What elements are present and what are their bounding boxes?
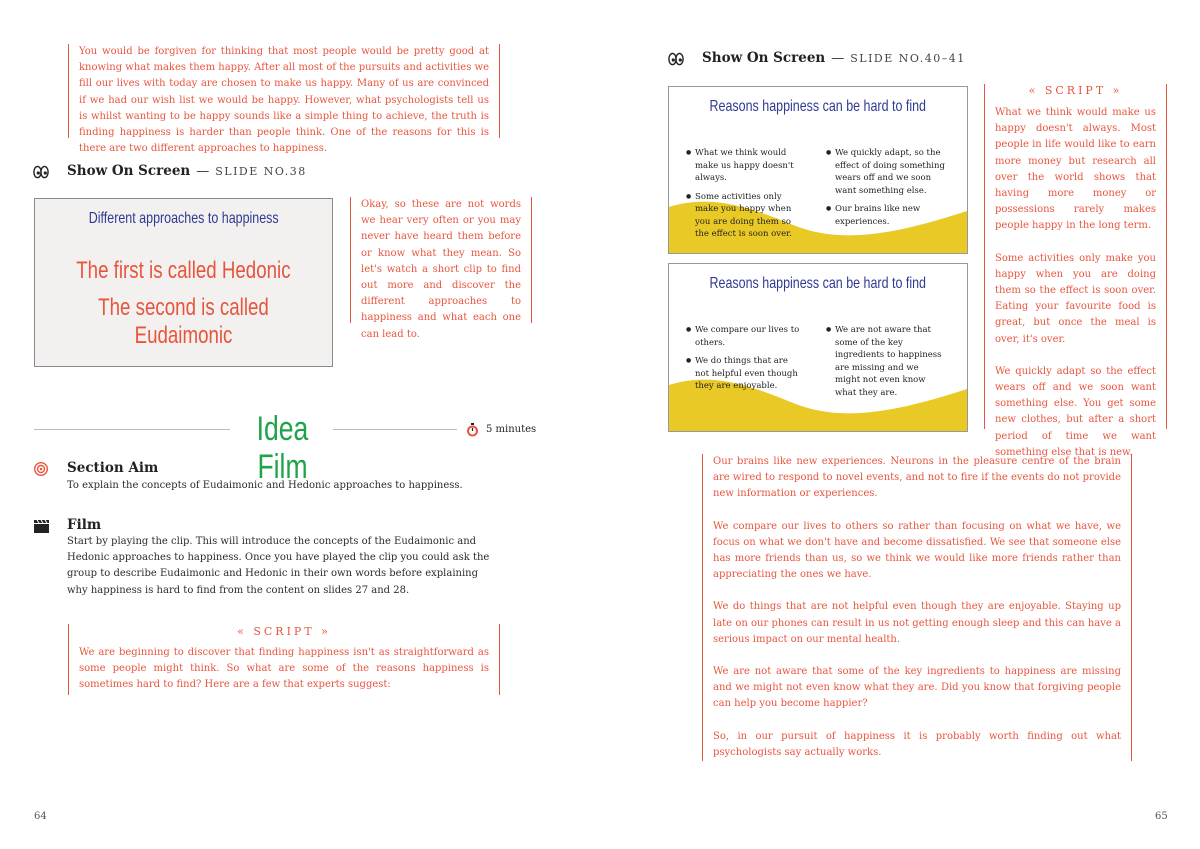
bullet: ● We compare our lives to others. bbox=[686, 324, 801, 349]
show-on-screen-header-left bbox=[33, 161, 307, 181]
slide-ref: SLIDE NO.40–41 bbox=[850, 51, 966, 65]
slide-38-line1: The first is called Hedonic bbox=[76, 257, 291, 284]
script-label: « SCRIPT » bbox=[237, 625, 331, 638]
film-text: Start by playing the clip. This will introduce the concepts of the Eudaimonic and Hedonic approaches to happiness. Once you have played the clip you could ask the group to describe Eudaimonic and Hedonic in their own words before explaining why happiness is hard to find from the content on slides 27 and 28. bbox=[67, 536, 490, 596]
slide-38-script-text: Okay, so these are not words we hear very often or you may never have heard them before or know what they mean. So let's watch a short clip to find out more and discover the different approaches to happiness and what each one can lead to. bbox=[361, 199, 521, 340]
slide-41 bbox=[668, 263, 968, 432]
intro-script-box bbox=[68, 44, 500, 155]
page-number-left: 64 bbox=[34, 811, 47, 822]
section-aim-text: To explain the concepts of Eudaimonic and Hedonic approaches to happiness. bbox=[67, 480, 463, 491]
bottom-script-box bbox=[702, 454, 1132, 761]
bullet: ● What we think would make us happy doesn't always. bbox=[686, 147, 801, 185]
duration-text: 5 minutes bbox=[486, 423, 537, 435]
bottom-script-p2: We compare our lives to others so rather than focusing on what we have, we focus on what we don't have and become dissatisfied. We see that someone else has more friends than us, so we think we would like more friends rather than appreciating the ones we have. bbox=[713, 520, 1121, 581]
script-label: « SCRIPT » bbox=[1028, 84, 1123, 97]
eyes-icon bbox=[668, 51, 684, 65]
clapperboard-icon bbox=[34, 518, 49, 531]
slide-38 bbox=[34, 198, 333, 367]
slide-41-right-bullets bbox=[826, 324, 946, 405]
bullet: ● Some activities only make you happy when you are doing them so the effect is soon over. bbox=[686, 191, 801, 241]
slide-41-title: Reasons happiness can be hard to find bbox=[709, 275, 927, 292]
side-script-p1: What we think would make us happy doesn't always. Most people in life would like to earn more money but research all over the world shows that having more money or possessions rarely makes people happy in the long term. bbox=[995, 107, 1156, 232]
slide-38-line2: The second is called Eudaimonic bbox=[98, 294, 269, 349]
show-on-screen-heading: Show On Screen bbox=[702, 50, 826, 66]
bottom-script-p4: We are not aware that some of the key ingredients to happiness are missing and we might not even know what they are. Did you know that forgiving people can help you become happier? bbox=[713, 666, 1121, 710]
target-icon bbox=[34, 461, 48, 475]
slide-40-right-bullets bbox=[826, 147, 946, 234]
idea-film-title: Idea Film bbox=[256, 410, 309, 486]
heading-dash: — bbox=[196, 163, 210, 179]
show-on-screen-heading: Show On Screen bbox=[67, 163, 191, 179]
side-script-p2: Some activities only make you happy when you are doing them so the effect is soon over. Eating your favourite food is great, but once the meal is over, it's over. bbox=[995, 252, 1156, 345]
bottom-script-text bbox=[713, 454, 1121, 761]
side-script-text bbox=[995, 105, 1156, 461]
slide-ref: SLIDE NO.38 bbox=[215, 164, 307, 178]
bullet: ● We are not aware that some of the key ingredients to happiness are missing and we might not even know what they are. bbox=[826, 324, 946, 399]
bullet: ● We do things that are not helpful even though they are enjoyable. bbox=[686, 355, 801, 393]
intro-script-text: You would be forgiven for thinking that most people would be pretty good at knowing what makes them happy. After all most of the pursuits and activities we fill our lives with today are chosen to make us happy. Many of us are convinced if we had our wish list we would be happy. However, what psychologists tell us is whilst wanting to be happy sounds like a simple thing to achieve, the truth is finding happiness is harder than people think. One of the reasons for this is there are two different approaches to happiness. bbox=[79, 46, 489, 155]
slide-40 bbox=[668, 86, 968, 254]
slide-40-title: Reasons happiness can be hard to find bbox=[709, 98, 927, 115]
bullet: ● Our brains like new experiences. bbox=[826, 203, 946, 228]
page-number-right: 65 bbox=[1155, 811, 1168, 822]
show-on-screen-header-right bbox=[668, 48, 966, 68]
bottom-script-p5: So, in our pursuit of happiness it is probably worth finding out what psychologists say actually works. bbox=[713, 730, 1121, 758]
left-script-text: We are beginning to discover that finding happiness isn't as straightforward as some people might think. So what are some of the reasons happiness is sometimes hard to find? Here are a few that experts suggest: bbox=[79, 647, 489, 691]
bullet: ● We quickly adapt, so the effect of doing something wears off and we soon want something else. bbox=[826, 147, 946, 197]
divider-left bbox=[34, 429, 230, 430]
slide-38-title: Different approaches to happiness bbox=[88, 210, 279, 227]
film-heading: Film bbox=[67, 517, 102, 533]
bottom-script-p3: We do things that are not helpful even though they are enjoyable. Staying up late on our phones can result in us not getting enough sleep and this can have a serious impact on our mental health. bbox=[713, 601, 1121, 645]
bottom-script-p1: Our brains like new experiences. Neurons in the pleasure centre of the brain are wired to respond to novel events, and not to fire if the events do not provide new information or experiences. bbox=[713, 456, 1121, 500]
section-aim-heading: Section Aim bbox=[67, 460, 159, 476]
duration bbox=[466, 422, 536, 436]
heading-dash: — bbox=[831, 50, 845, 66]
eyes-icon bbox=[33, 164, 49, 178]
slide-38-script-box bbox=[350, 197, 532, 340]
timer-icon bbox=[466, 422, 479, 436]
side-script-p3: We quickly adapt so the effect wears off and we soon want something else. You get some new clothes, but after a short period of time we want something else that is new. bbox=[995, 365, 1156, 458]
slide-40-left-bullets bbox=[686, 147, 801, 247]
right-side-script-box bbox=[984, 84, 1167, 458]
left-script-box bbox=[68, 624, 500, 695]
divider-right bbox=[333, 429, 457, 430]
slide-41-left-bullets bbox=[686, 324, 801, 399]
